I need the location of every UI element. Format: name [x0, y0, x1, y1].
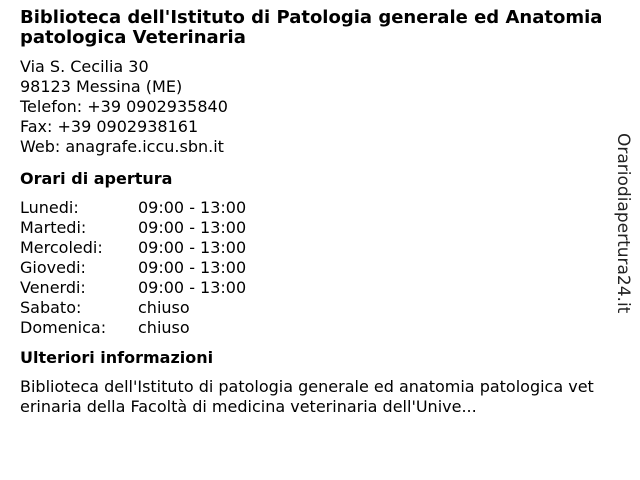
hours-heading: Orari di apertura: [20, 169, 173, 188]
opening-hours-table: [20, 198, 600, 338]
hours-row: [20, 278, 600, 298]
site-watermark: Orariodiapertura24.it: [613, 133, 633, 314]
phone-number: Telefon: +39 0902935840: [20, 97, 228, 116]
hours-row: [20, 198, 600, 218]
library-info-page: [20, 7, 603, 417]
fax-number: Fax: +39 0902938161: [20, 117, 199, 136]
hours-time: 09:00 - 13:00: [138, 278, 247, 297]
address-block: [20, 57, 600, 157]
street-address: Via S. Cecilia 30: [20, 57, 149, 76]
website: Web: anagrafe.iccu.sbn.it: [20, 137, 224, 156]
page-title: Biblioteca dell'Istituto di Patologia generale ed Anatomia patologica Veterinaria: [20, 7, 603, 48]
hours-time: 09:00 - 13:00: [138, 238, 247, 257]
more-info-heading: Ulteriori informazioni: [20, 348, 214, 367]
hours-time: chiuso: [138, 298, 190, 317]
hours-day: Domenica:: [20, 318, 107, 337]
hours-time: chiuso: [138, 318, 190, 337]
hours-day: Lunedi:: [20, 198, 79, 217]
hours-time: 09:00 - 13:00: [138, 198, 247, 217]
hours-row: [20, 238, 600, 258]
hours-time: 09:00 - 13:00: [138, 218, 247, 237]
hours-row: [20, 298, 600, 318]
hours-row: [20, 218, 600, 238]
hours-row: [20, 258, 600, 278]
hours-day: Venerdi:: [20, 278, 86, 297]
hours-day: Sabato:: [20, 298, 82, 317]
hours-time: 09:00 - 13:00: [138, 258, 247, 277]
hours-day: Giovedi:: [20, 258, 86, 277]
hours-day: Martedi:: [20, 218, 87, 237]
hours-day: Mercoledi:: [20, 238, 103, 257]
hours-row: [20, 318, 600, 338]
city-address: 98123 Messina (ME): [20, 77, 183, 96]
more-info-text: Biblioteca dell'Istituto di patologia generale ed anatomia patologica veterinaria della Facoltà di medicina veterinaria dell'Unive...: [20, 377, 594, 416]
